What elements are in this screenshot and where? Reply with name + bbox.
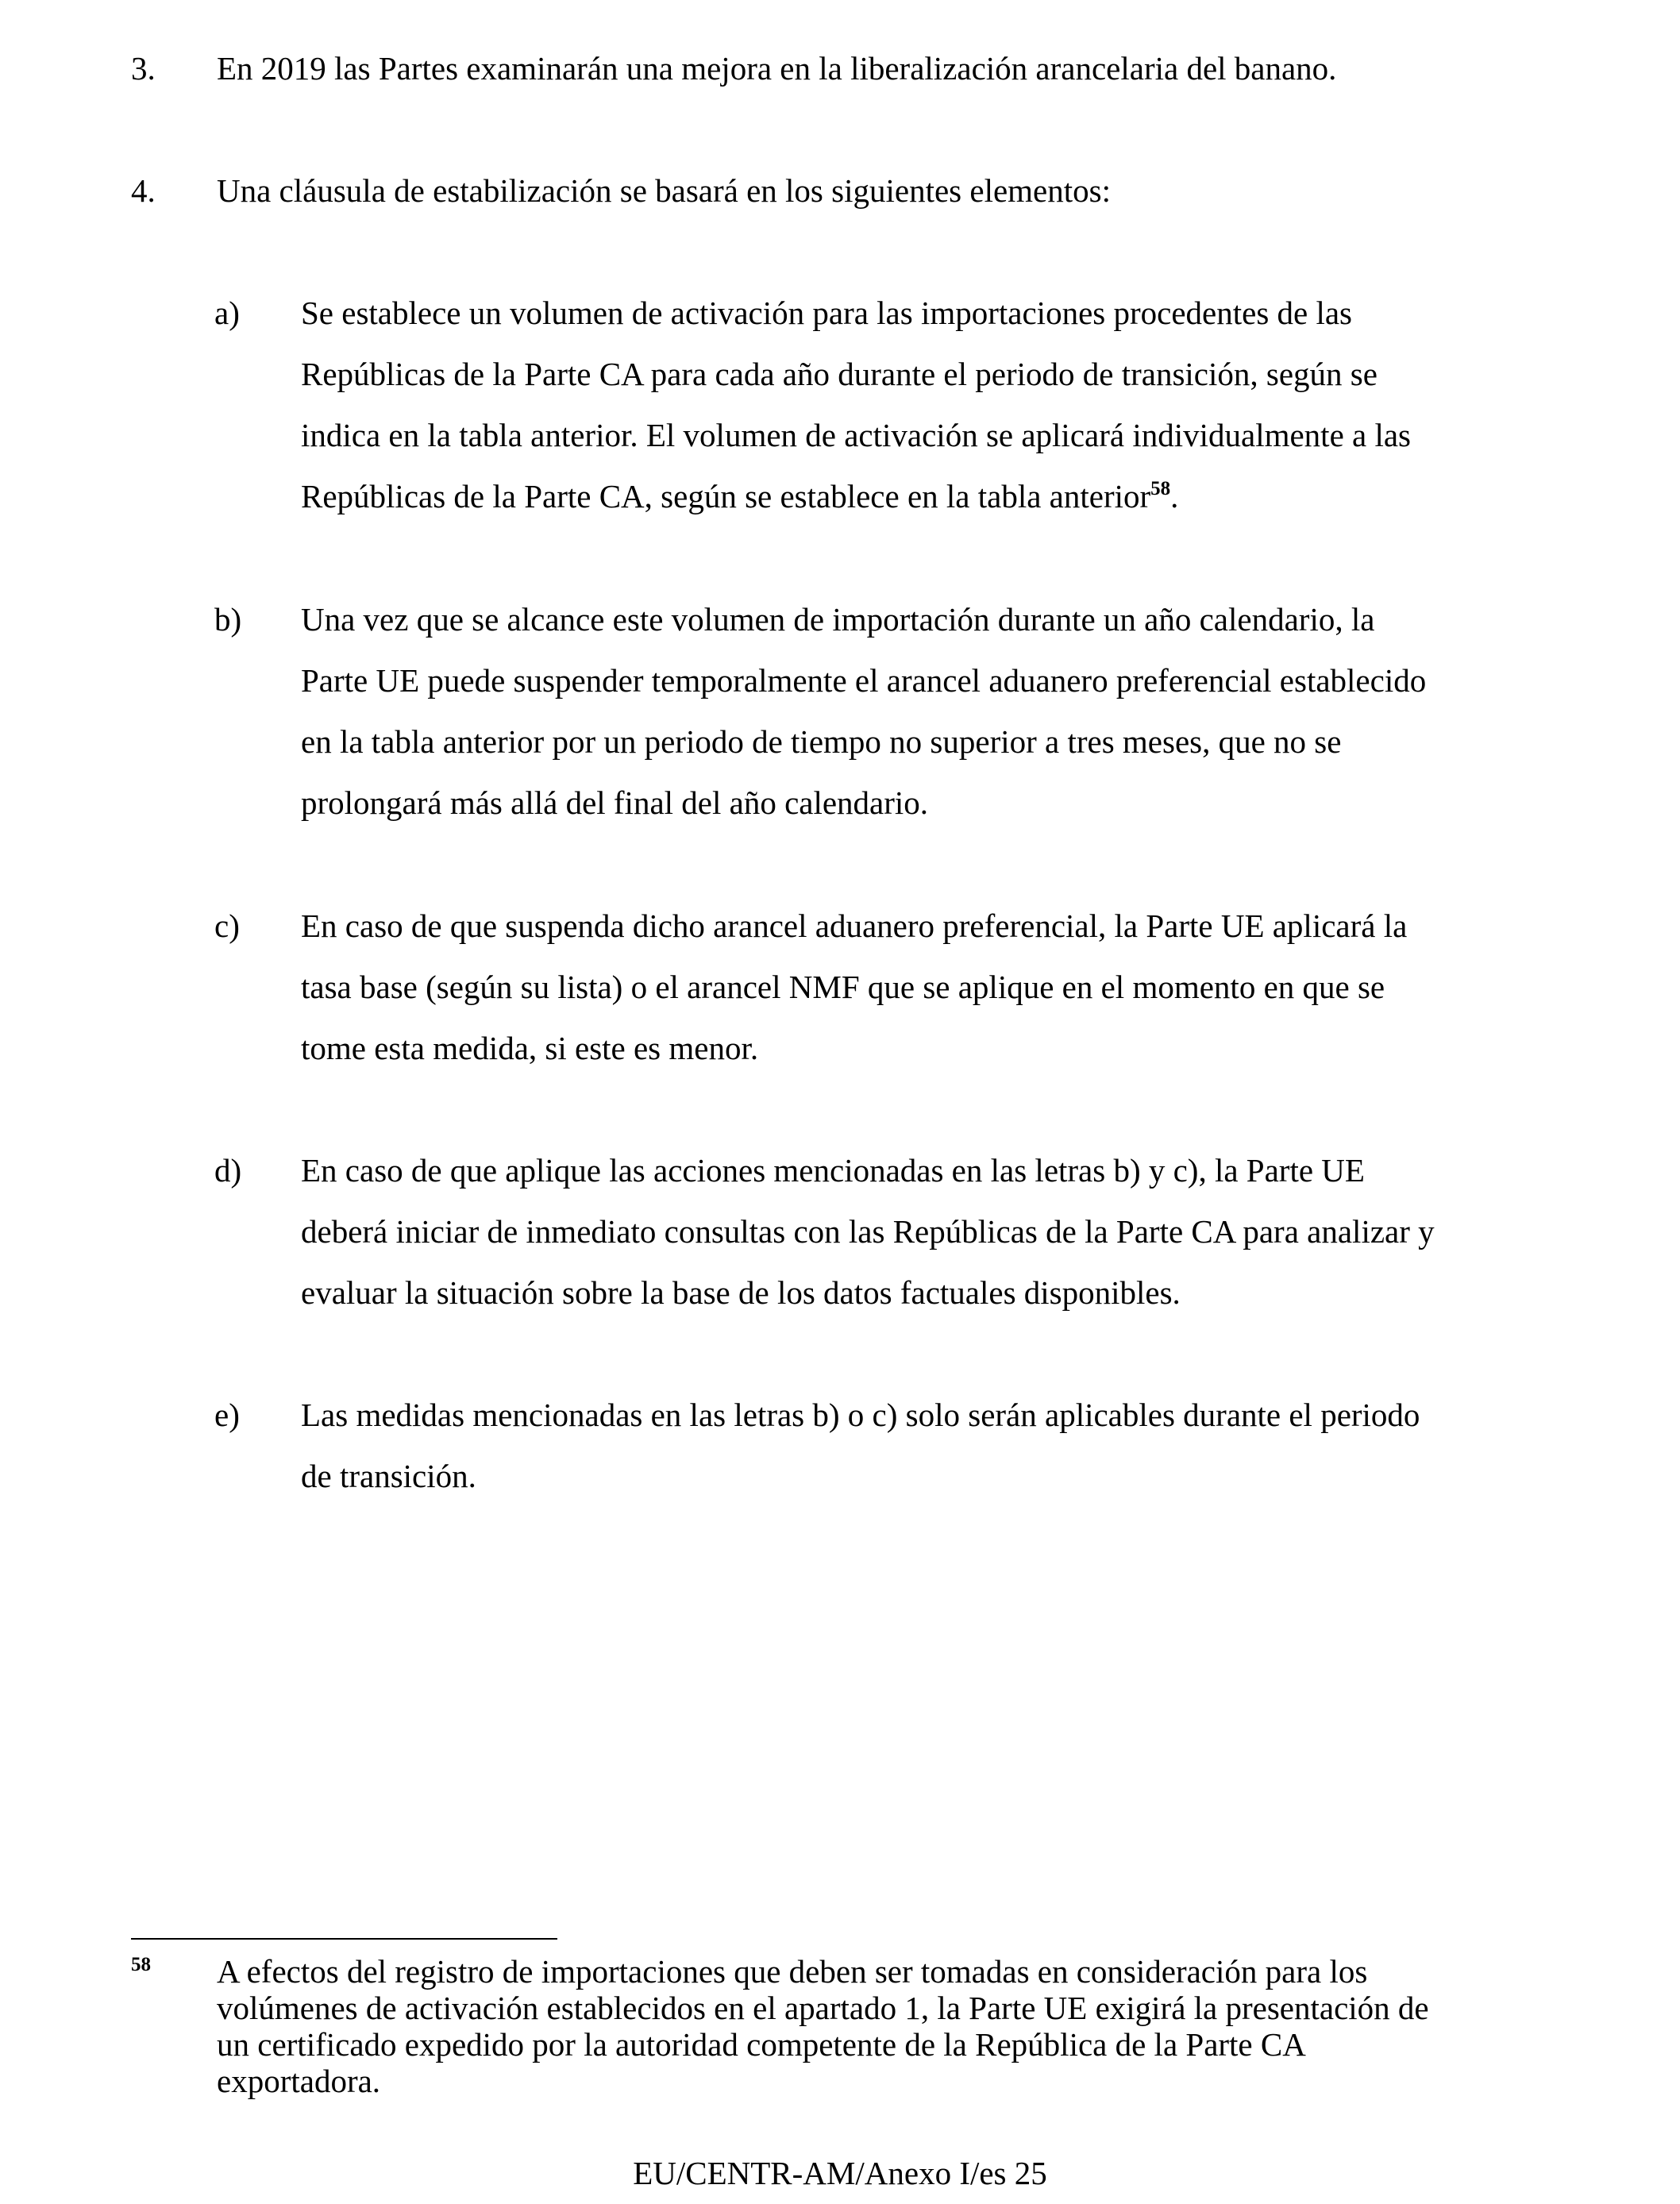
text-line: evaluar la situación sobre la base de los datos factuales disponibles. bbox=[301, 1274, 1181, 1311]
paragraph-number: 3. bbox=[131, 50, 156, 87]
text-line: indica en la tabla anterior. El volumen de activación se aplicará individualmente a las bbox=[301, 417, 1412, 453]
paragraph-text bbox=[217, 160, 1111, 222]
text-line: prolongará más allá del final del año calendario. bbox=[301, 784, 929, 821]
item-letter: d) bbox=[214, 1152, 242, 1189]
text-line-content: Repúblicas de la Parte CA, según se establece en la tabla anterior bbox=[301, 478, 1151, 514]
text-line: tasa base (según su lista) o el arancel NMF que se aplique en el momento en que se bbox=[301, 969, 1385, 1005]
item-text bbox=[301, 589, 1426, 834]
footnote-reference[interactable]: 58 bbox=[1150, 478, 1171, 499]
footnote-text bbox=[217, 1953, 1429, 2099]
text-line: En caso de que aplique las acciones mencionadas en las letras b) y c), la Parte UE bbox=[301, 1152, 1365, 1189]
item-letter: b) bbox=[214, 601, 242, 638]
text-line: En caso de que suspenda dicho arancel aduanero preferencial, la Parte UE aplicará la bbox=[301, 907, 1408, 944]
item-text bbox=[301, 1385, 1420, 1507]
text-line: A efectos del registro de importaciones que deben ser tomadas en consideración para los bbox=[217, 1953, 1368, 1990]
text-line bbox=[301, 466, 1411, 527]
text-line: Una vez que se alcance este volumen de importación durante un año calendario, la bbox=[301, 601, 1375, 638]
paragraph-text bbox=[217, 38, 1336, 99]
text-line: En 2019 las Partes examinarán una mejora en la liberalización arancelaria del banano. bbox=[217, 50, 1337, 87]
paragraph-number: 4. bbox=[131, 172, 156, 209]
text-line: deberá iniciar de inmediato consultas con las Repúblicas de la Parte CA para analizar y bbox=[301, 1213, 1435, 1250]
text-line: Se establece un volumen de activación para las importaciones procedentes de las bbox=[301, 295, 1353, 331]
text-line: exportadora. bbox=[217, 2063, 381, 2099]
item-text bbox=[301, 283, 1411, 527]
footnote-separator bbox=[131, 1938, 557, 1940]
item-letter: c) bbox=[214, 907, 240, 944]
sentence-end: . bbox=[1170, 478, 1179, 514]
footnote-number: 58 bbox=[131, 1954, 151, 1975]
item-letter: a) bbox=[214, 295, 240, 331]
item-text bbox=[301, 896, 1407, 1079]
item-text bbox=[301, 1140, 1435, 1324]
text-line: Las medidas mencionadas en las letras b) o c) solo serán aplicables durante el periodo bbox=[301, 1397, 1420, 1433]
text-line: en la tabla anterior por un periodo de tiempo no superior a tres meses, que no se bbox=[301, 723, 1342, 760]
text-line: volúmenes de activación establecidos en el apartado 1, la Parte UE exigirá la presentación de bbox=[217, 1990, 1429, 2026]
item-letter: e) bbox=[214, 1397, 240, 1433]
text-line: tome esta medida, si este es menor. bbox=[301, 1030, 759, 1066]
text-line: un certificado expedido por la autoridad competente de la República de la Parte CA bbox=[217, 2026, 1306, 2063]
text-line: Repúblicas de la Parte CA para cada año durante el periodo de transición, según se bbox=[301, 356, 1378, 392]
page-reference: EU/CENTR-AM/Anexo I/es 25 bbox=[633, 2155, 1047, 2191]
text-line: Una cláusula de estabilización se basará en los siguientes elementos: bbox=[217, 172, 1111, 209]
text-line: de transición. bbox=[301, 1458, 476, 1494]
text-line: Parte UE puede suspender temporalmente el arancel aduanero preferencial establecido bbox=[301, 662, 1427, 699]
